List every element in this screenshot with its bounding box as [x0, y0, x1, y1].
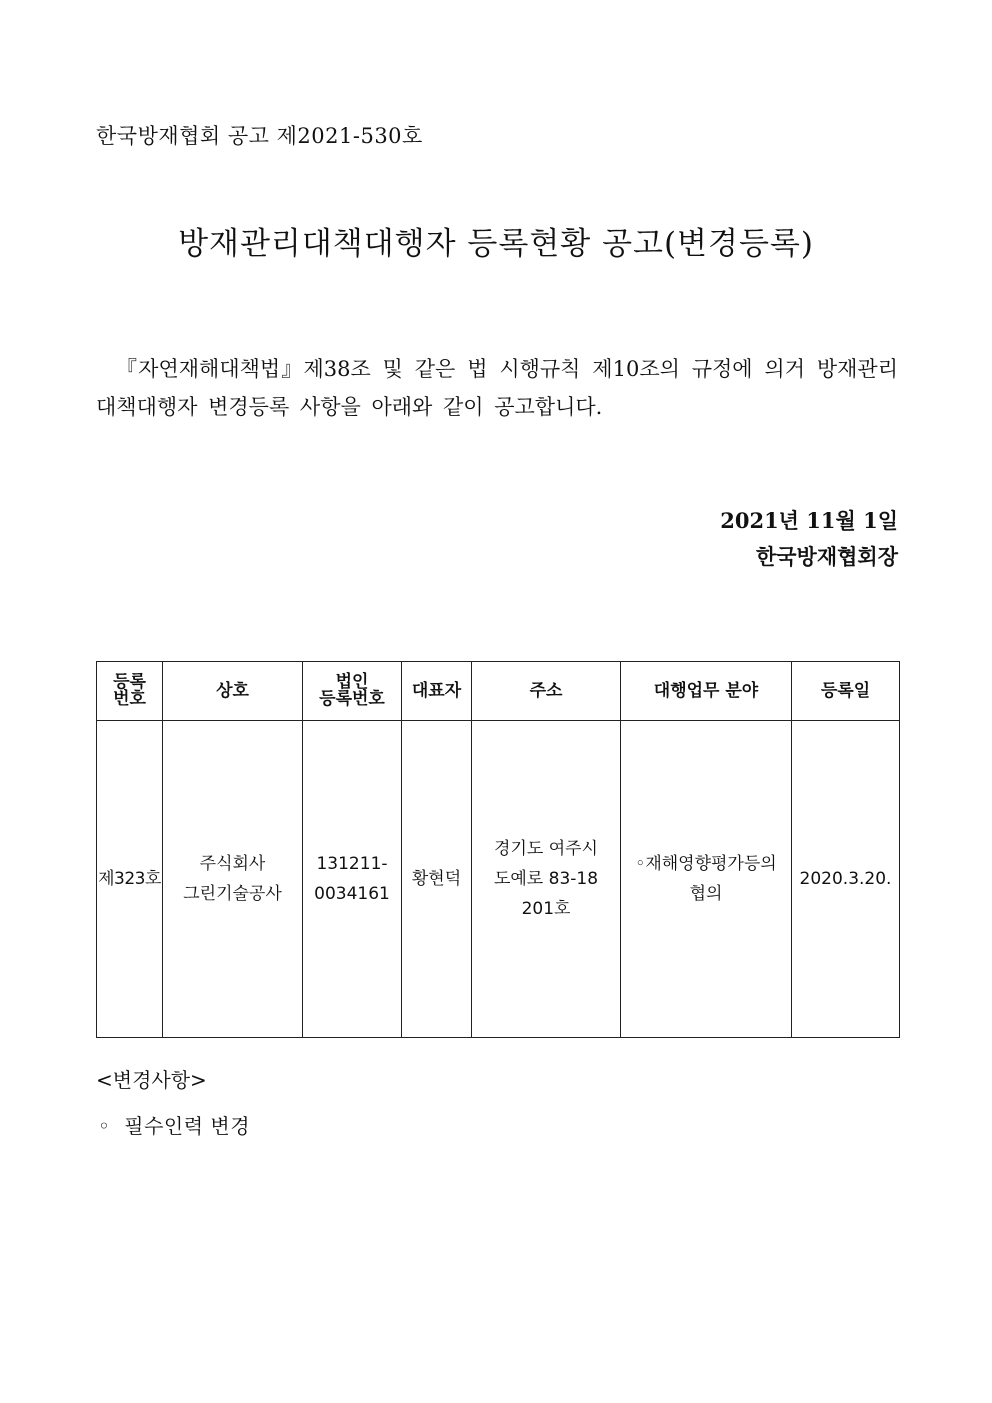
cell-ceo: 황현덕	[402, 721, 472, 1038]
header-corp-no: 법인 등록번호	[303, 662, 402, 721]
notice-body: 『자연재해대책법』제38조 및 같은 법 시행규칙 제10조의 규정에 의거 방재관리대책대행자 변경등록 사항을 아래와 같이 공고합니다.	[96, 357, 898, 419]
cell-reg-no: 제323호	[97, 721, 163, 1038]
cell-address: 경기도 여주시 도예로 83-18 201호	[472, 721, 621, 1038]
issuer-name: 한국방재협회장	[755, 544, 898, 569]
header-address: 주소	[472, 662, 621, 721]
cell-field	[621, 721, 792, 1038]
registration-table	[96, 661, 900, 1038]
changes-item-text: 필수인력 변경	[124, 1114, 251, 1138]
header-reg-no: 등록 번호	[97, 662, 163, 721]
table-row	[97, 721, 900, 1038]
table-header-row	[97, 662, 900, 721]
cell-field-text: ◦재해영향평가등의 협의	[635, 854, 777, 904]
cell-corp-no: 131211- 0034161	[303, 721, 402, 1038]
header-field: 대행업무 분야	[621, 662, 792, 721]
changes-title: <변경사항>	[96, 1068, 207, 1092]
cell-reg-date: 2020.3.20.	[792, 721, 900, 1038]
notice-number: 한국방재협회 공고 제2021-530호	[96, 124, 423, 148]
header-company: 상호	[163, 662, 303, 721]
document-title: 방재관리대책대행자 등록현황 공고(변경등록)	[178, 226, 814, 262]
header-ceo: 대표자	[402, 662, 472, 721]
header-reg-date: 등록일	[792, 662, 900, 721]
cell-company: 주식회사 그린기술공사	[163, 721, 303, 1038]
changes-item	[98, 1110, 250, 1139]
bullet-icon: ◦	[98, 1114, 111, 1138]
notice-date: 2021년 11월 1일	[720, 508, 898, 533]
